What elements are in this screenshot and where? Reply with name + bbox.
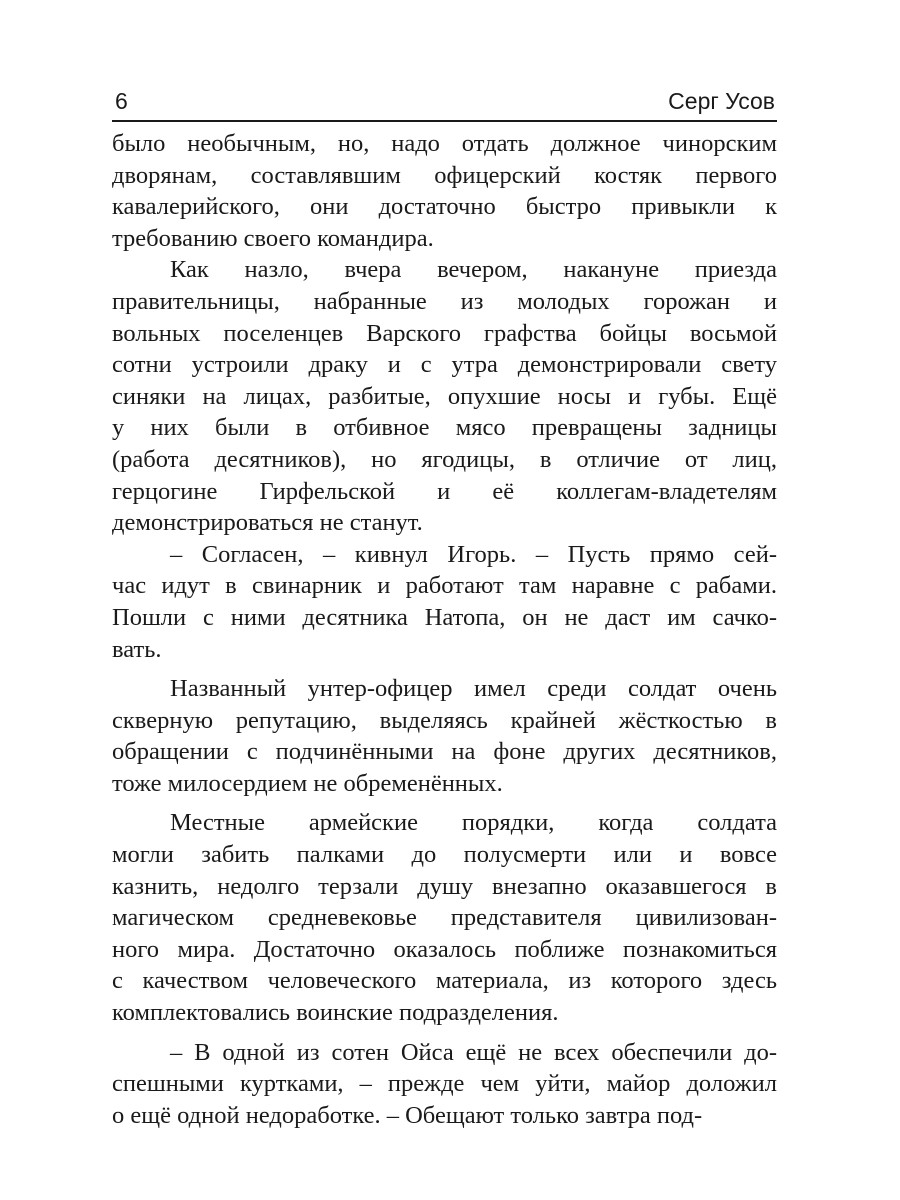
text-line: скверную репутацию, выделяясь крайней жёсткостью в bbox=[112, 706, 777, 734]
text-line: вать. bbox=[112, 635, 162, 663]
text-line: у них были в отбивное мясо превращены задницы bbox=[112, 414, 777, 442]
text-line: синяки на лицах, разбитые, опухшие носы и губы. Ещё bbox=[112, 382, 777, 410]
text-line: требованию своего командира. bbox=[112, 224, 434, 252]
text-line: Пошли с ними десятника Натопа, он не даст им сачко- bbox=[112, 603, 777, 631]
text-line: комплектовались воинские подразделения. bbox=[112, 999, 559, 1027]
paragraph bbox=[112, 128, 777, 254]
text-line: спешными куртками, – прежде чем уйти, майор доложил bbox=[112, 1070, 777, 1098]
text-line: Местные армейские порядки, когда солдата bbox=[170, 809, 777, 837]
paragraph bbox=[112, 673, 777, 799]
text-line: Как назло, вчера вечером, накануне приезда bbox=[170, 256, 777, 284]
text-line: кавалерийского, они достаточно быстро привыкли к bbox=[112, 193, 777, 221]
paragraph bbox=[112, 539, 777, 665]
text-line: обращении с подчинёнными на фоне других десятников, bbox=[112, 738, 777, 766]
text-line: – Согласен, – кивнул Игорь. – Пусть прямо сей- bbox=[170, 540, 777, 568]
paragraph bbox=[112, 254, 777, 538]
text-line: о ещё одной недоработке. – Обещают только завтра под- bbox=[112, 1101, 703, 1129]
text-line: (работа десятников), но ягодицы, в отличие от лиц, bbox=[112, 445, 777, 473]
text-line: вольных поселенцев Варского графства бойцы восьмой bbox=[112, 319, 777, 347]
paragraph bbox=[112, 807, 777, 1028]
text-line: правительницы, набранные из молодых горожан и bbox=[112, 287, 777, 315]
text-line: с качеством человеческого материала, из которого здесь bbox=[112, 967, 777, 995]
running-title: Серг Усов bbox=[668, 88, 775, 114]
text-line: час идут в свинарник и работают там наравне с рабами. bbox=[112, 572, 777, 600]
text-line: Названный унтер-офицер имел среди солдат очень bbox=[170, 675, 777, 703]
text-line: демонстрироваться не станут. bbox=[112, 509, 423, 537]
text-line: дворянам, составлявшим офицерский костяк первого bbox=[112, 161, 777, 189]
paragraph bbox=[112, 1037, 777, 1132]
text-line: герцогине Гирфельской и её коллегам-владетелям bbox=[112, 477, 777, 505]
page-number: 6 bbox=[115, 88, 128, 114]
text-line: казнить, недолго терзали душу внезапно оказавшегося в bbox=[112, 872, 777, 900]
text-line: тоже милосердием не обременённых. bbox=[112, 769, 503, 797]
text-line: было необычным, но, надо отдать должное чинорским bbox=[112, 130, 777, 157]
body-text bbox=[112, 128, 777, 1131]
text-line: ного мира. Достаточно оказалось поближе познакомиться bbox=[112, 935, 777, 963]
text-line: могли забить палками до полусмерти или и вовсе bbox=[112, 841, 777, 869]
text-line: сотни устроили драку и с утра демонстрировали свету bbox=[112, 351, 777, 379]
text-line: магическом средневековье представителя цивилизован- bbox=[112, 904, 777, 932]
text-line: – В одной из сотен Ойса ещё не всех обеспечили до- bbox=[170, 1038, 777, 1066]
page-header bbox=[112, 82, 777, 122]
